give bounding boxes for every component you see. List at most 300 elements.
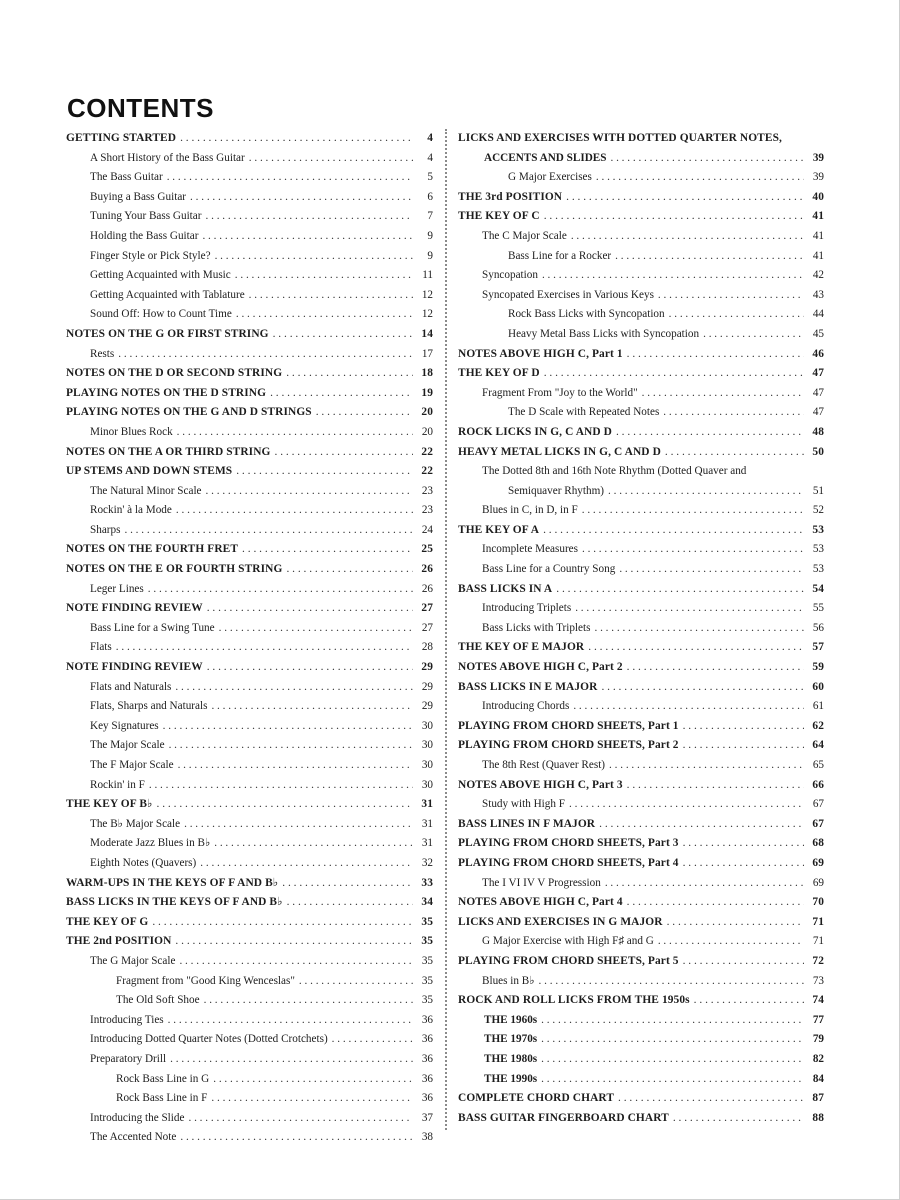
dot-leader xyxy=(177,423,413,443)
dot-leader xyxy=(175,932,413,952)
toc-entry xyxy=(66,129,433,149)
toc-entry-title: Bass Line for a Country Song xyxy=(482,563,616,576)
toc-entry-page: 11 xyxy=(422,269,433,282)
toc-entry-title: Sharps xyxy=(90,523,121,536)
toc-entry-page: 53 xyxy=(812,523,824,536)
toc-entry-title: The D Scale with Repeated Notes xyxy=(508,406,660,419)
toc-entry-title: PLAYING FROM CHORD SHEETS, Part 5 xyxy=(458,954,679,967)
toc-entry xyxy=(458,1070,824,1090)
toc-entry-page: 35 xyxy=(421,954,433,967)
toc-entry xyxy=(458,462,824,482)
toc-entry xyxy=(66,736,433,756)
toc-entry-page: 47 xyxy=(812,367,824,380)
dot-leader xyxy=(316,403,413,423)
toc-entry-title: NOTES ABOVE HIGH C, Part 2 xyxy=(458,661,623,674)
toc-entry-page: 87 xyxy=(812,1092,824,1105)
toc-entry-title: BASS LICKS IN THE KEYS OF F AND B♭ xyxy=(66,896,283,909)
toc-entry-page: 47 xyxy=(812,406,824,419)
toc-entry-title: G Major Exercises xyxy=(508,171,592,184)
toc-entry-page: 55 xyxy=(812,602,824,615)
toc-entry-title: Introducing the Slide xyxy=(90,1111,185,1124)
toc-entry xyxy=(458,423,824,443)
dot-leader xyxy=(665,443,804,463)
dot-leader xyxy=(575,599,804,619)
toc-entry-page: 20 xyxy=(421,406,433,419)
toc-entry-page: 35 xyxy=(421,994,433,1007)
toc-entry-title: Semiquaver Rhythm) xyxy=(508,484,605,497)
toc-entry-title: The C Major Scale xyxy=(482,229,567,242)
dot-leader xyxy=(167,168,413,188)
dot-leader xyxy=(206,207,414,227)
toc-entry xyxy=(66,991,433,1011)
dot-leader xyxy=(615,247,804,267)
toc-entry-title: Rock Bass Line in F xyxy=(116,1092,208,1105)
toc-entry-page: 4 xyxy=(427,132,433,144)
toc-entry xyxy=(458,580,824,600)
dot-leader xyxy=(627,345,804,365)
toc-entry-title: PLAYING NOTES ON THE D STRING xyxy=(66,386,267,399)
dot-leader xyxy=(180,129,413,149)
toc-entry xyxy=(66,638,433,658)
toc-entry-page: 88 xyxy=(812,1111,824,1124)
toc-entry-title: Heavy Metal Bass Licks with Syncopation xyxy=(508,327,700,340)
toc-entry xyxy=(66,403,433,423)
toc-entry xyxy=(458,305,824,325)
toc-entry-page: 70 xyxy=(812,896,824,909)
toc-entry-page: 67 xyxy=(812,817,824,830)
toc-entry-title: Buying a Bass Guitar xyxy=(90,190,187,203)
toc-entry xyxy=(66,717,433,737)
dot-leader xyxy=(594,619,804,639)
toc-entry-page: 18 xyxy=(421,367,433,380)
dot-leader xyxy=(618,1089,804,1109)
toc-entry-title: Fragment From "Joy to the World" xyxy=(482,386,638,399)
toc-entry xyxy=(458,658,824,678)
toc-entry-title: Blues in B♭ xyxy=(482,974,535,987)
toc-entry xyxy=(66,854,433,874)
toc-entry-page: 43 xyxy=(812,288,824,301)
dot-leader xyxy=(588,638,804,658)
column-divider xyxy=(445,129,447,1130)
toc-entry-page: 4 xyxy=(427,151,433,164)
toc-entry-title: PLAYING FROM CHORD SHEETS, Part 1 xyxy=(458,719,679,732)
toc-entry-title: BASS LINES IN F MAJOR xyxy=(458,817,596,830)
toc-entry-title: ROCK LICKS IN G, C AND D xyxy=(458,425,612,438)
dot-leader xyxy=(207,599,413,619)
toc-entry-title: Leger Lines xyxy=(90,582,144,595)
dot-leader xyxy=(694,991,804,1011)
toc-entry-page: 71 xyxy=(812,935,824,948)
toc-entry-title: Introducing Chords xyxy=(482,700,570,713)
toc-entry xyxy=(66,482,433,502)
toc-entry xyxy=(66,149,433,169)
toc-entry-title: Rock Bass Licks with Syncopation xyxy=(508,308,665,321)
toc-entry-title: BASS GUITAR FINGERBOARD CHART xyxy=(458,1111,669,1124)
toc-entry-page: 57 xyxy=(812,641,824,654)
toc-entry-title: WARM-UPS IN THE KEYS OF F AND B♭ xyxy=(66,876,279,889)
toc-entry-page: 34 xyxy=(421,896,433,909)
toc-entry xyxy=(458,482,824,502)
toc-entry-title: THE KEY OF D xyxy=(458,367,540,380)
toc-entry-page: 66 xyxy=(812,778,824,791)
toc-entry xyxy=(66,227,433,247)
toc-entry xyxy=(458,403,824,423)
toc-entry-page: 36 xyxy=(421,1092,433,1105)
toc-entry-title: Study with High F xyxy=(482,798,565,811)
dot-leader xyxy=(669,305,804,325)
toc-entry-title: Bass Licks with Triplets xyxy=(482,621,591,634)
toc-entry-title: The Accented Note xyxy=(90,1131,177,1144)
toc-entry-page: 73 xyxy=(812,974,824,987)
dot-leader xyxy=(152,913,413,933)
toc-entry-title: PLAYING FROM CHORD SHEETS, Part 4 xyxy=(458,856,679,869)
toc-entry xyxy=(458,776,824,796)
dot-leader xyxy=(683,952,804,972)
dot-leader xyxy=(116,638,413,658)
toc-entry-page: 30 xyxy=(421,719,433,732)
toc-entry-page: 17 xyxy=(421,347,433,360)
dot-leader xyxy=(608,482,804,502)
toc-entry-title: NOTE FINDING REVIEW xyxy=(66,661,203,674)
toc-entry xyxy=(66,1128,433,1148)
toc-entry-page: 79 xyxy=(812,1033,824,1046)
dot-leader xyxy=(573,697,804,717)
toc-entry-title: THE 1970s xyxy=(484,1033,538,1046)
toc-entry-page: 30 xyxy=(421,759,433,771)
dot-leader xyxy=(542,266,804,286)
toc-entry-title: Flats and Naturals xyxy=(90,680,172,693)
toc-entry-page: 51 xyxy=(812,484,824,497)
toc-entry-title: Rock Bass Line in G xyxy=(116,1072,210,1085)
dot-leader xyxy=(175,678,413,698)
toc-entry xyxy=(66,1050,433,1070)
toc-entry-title: THE 2nd POSITION xyxy=(66,935,172,948)
toc-entry xyxy=(66,932,433,952)
toc-entry-page: 41 xyxy=(812,249,824,262)
toc-entry-page: 35 xyxy=(421,974,433,987)
toc-entry-title: THE KEY OF B♭ xyxy=(66,798,153,811)
toc-entry xyxy=(66,247,433,267)
toc-entry xyxy=(66,168,433,188)
toc-entry-page: 5 xyxy=(427,171,433,184)
dot-leader xyxy=(667,913,804,933)
toc-entry-page: 39 xyxy=(812,151,824,164)
dot-leader xyxy=(286,560,413,580)
dot-leader xyxy=(242,540,413,560)
toc-entry-page: 22 xyxy=(421,445,433,458)
toc-entry-page: 48 xyxy=(812,425,824,438)
dot-leader xyxy=(663,403,804,423)
toc-entry-title: THE 1990s xyxy=(484,1072,538,1085)
toc-entry-title: LICKS AND EXERCISES IN G MAJOR xyxy=(458,915,663,928)
toc-entry-page: 38 xyxy=(421,1131,433,1144)
toc-entry-title: Flats, Sharps and Naturals xyxy=(90,700,208,713)
toc-entry xyxy=(458,501,824,521)
toc-entry xyxy=(66,266,433,286)
toc-entry xyxy=(458,756,824,776)
toc-entry-page: 53 xyxy=(812,563,824,576)
toc-entry xyxy=(66,874,433,894)
toc-entry xyxy=(66,599,433,619)
dot-leader xyxy=(168,1011,413,1031)
toc-entry xyxy=(458,893,824,913)
toc-entry xyxy=(66,345,433,365)
toc-entry xyxy=(66,580,433,600)
dot-leader xyxy=(249,286,413,306)
toc-entry xyxy=(458,717,824,737)
toc-entry xyxy=(458,854,824,874)
toc-entry xyxy=(66,795,433,815)
toc-entry xyxy=(458,952,824,972)
toc-entry xyxy=(458,1050,824,1070)
toc-entry xyxy=(66,384,433,404)
toc-entry xyxy=(458,972,824,992)
toc-entry xyxy=(66,815,433,835)
dot-leader xyxy=(566,188,804,208)
dot-leader xyxy=(299,972,413,992)
toc-entry xyxy=(66,540,433,560)
toc-entry-title: NOTES ABOVE HIGH C, Part 3 xyxy=(458,778,623,791)
toc-entry-title: Moderate Jazz Blues in B♭ xyxy=(90,837,211,850)
dot-leader xyxy=(211,1089,413,1109)
toc-entry xyxy=(66,678,433,698)
toc-entry-title: THE KEY OF G xyxy=(66,915,149,928)
dot-leader xyxy=(273,325,413,345)
dot-leader xyxy=(184,815,413,835)
dot-leader xyxy=(178,756,413,776)
toc-entry-title: Holding the Bass Guitar xyxy=(90,229,199,242)
toc-entry-page: 36 xyxy=(421,1013,433,1026)
toc-entry-page: 29 xyxy=(421,700,433,713)
toc-entry-title: THE 3rd POSITION xyxy=(458,190,563,203)
toc-entry xyxy=(66,658,433,678)
dot-leader xyxy=(170,1050,413,1070)
toc-entry-title: The I VI IV V Progression xyxy=(482,876,601,889)
toc-entry-title: The Old Soft Shoe xyxy=(116,994,200,1007)
toc-entry-page: 31 xyxy=(421,837,433,850)
dot-leader xyxy=(539,972,804,992)
toc-entry-page: 61 xyxy=(812,700,824,713)
toc-entry xyxy=(458,932,824,952)
dot-leader xyxy=(683,834,804,854)
toc-entry-title: The G Major Scale xyxy=(90,954,176,967)
toc-entry-page: 9 xyxy=(427,249,433,262)
toc-entry xyxy=(458,913,824,933)
toc-entry-title: HEAVY METAL LICKS IN G, C AND D xyxy=(458,445,661,458)
toc-entry-title: BASS LICKS IN E MAJOR xyxy=(458,680,598,693)
dot-leader xyxy=(207,658,413,678)
dot-leader xyxy=(683,854,804,874)
toc-entry-title: THE 1980s xyxy=(484,1052,538,1065)
toc-entry xyxy=(66,893,433,913)
toc-entry xyxy=(66,619,433,639)
toc-entry-title: Getting Acquainted with Tablature xyxy=(90,288,245,301)
toc-entry-title: NOTES ON THE D OR SECOND STRING xyxy=(66,367,283,380)
toc-entry-page: 12 xyxy=(421,288,433,301)
toc-entry-title: Preparatory Drill xyxy=(90,1052,167,1065)
toc-entry-page: 59 xyxy=(812,661,824,674)
toc-entry-page: 30 xyxy=(421,739,433,752)
toc-entry-title: PLAYING FROM CHORD SHEETS, Part 3 xyxy=(458,837,679,850)
dot-leader xyxy=(683,717,804,737)
toc-entry-page: 64 xyxy=(812,739,824,752)
toc-entry-page: 62 xyxy=(812,719,824,732)
toc-entry-page: 29 xyxy=(421,680,433,693)
toc-entry-page: 69 xyxy=(812,876,824,889)
dot-leader xyxy=(541,1011,804,1031)
toc-entry-title: Syncopation xyxy=(482,269,538,282)
dot-leader xyxy=(627,658,804,678)
toc-entry-page: 36 xyxy=(421,1052,433,1065)
toc-entry xyxy=(66,443,433,463)
toc-entry-page: 84 xyxy=(812,1072,824,1085)
toc-entry xyxy=(458,325,824,345)
toc-entry-page: 40 xyxy=(812,190,824,203)
toc-entry xyxy=(66,756,433,776)
toc-entry-page: 37 xyxy=(421,1111,433,1124)
dot-leader xyxy=(543,521,804,541)
toc-entry-title: THE KEY OF A xyxy=(458,523,540,536)
dot-leader xyxy=(619,560,804,580)
toc-entry-page: 31 xyxy=(421,798,433,811)
toc-entry-title: Rockin' in F xyxy=(90,778,145,791)
dot-leader xyxy=(235,266,413,286)
dot-leader xyxy=(282,874,413,894)
toc-entry-page: 23 xyxy=(421,504,433,517)
toc-entry xyxy=(66,560,433,580)
toc-entry-title: G Major Exercise with High F♯ and G xyxy=(482,935,654,948)
toc-entry-title: ACCENTS AND SLIDES xyxy=(484,151,607,164)
toc-entry-title: THE KEY OF C xyxy=(458,210,540,223)
toc-entry-page: 53 xyxy=(812,543,824,556)
toc-entry-title: Flats xyxy=(90,641,112,654)
toc-entry xyxy=(458,345,824,365)
toc-entry-page: 29 xyxy=(421,661,433,674)
toc-entry-title: COMPLETE CHORD CHART xyxy=(458,1092,615,1105)
dot-leader xyxy=(249,149,413,169)
dot-leader xyxy=(658,932,804,952)
toc-entry-page: 69 xyxy=(812,856,824,869)
toc-entry xyxy=(458,834,824,854)
dot-leader xyxy=(176,501,413,521)
dot-leader xyxy=(211,697,413,717)
toc-entry-page: 9 xyxy=(427,229,433,242)
toc-entry-page: 47 xyxy=(812,386,824,399)
toc-entry xyxy=(66,776,433,796)
toc-entry-title: PLAYING FROM CHORD SHEETS, Part 2 xyxy=(458,739,679,752)
toc-entry-title: Finger Style or Pick Style? xyxy=(90,249,211,262)
dot-leader xyxy=(157,795,413,815)
dot-leader xyxy=(200,854,413,874)
toc-entry-page: 35 xyxy=(421,935,433,948)
toc-entry-page: 60 xyxy=(812,680,824,693)
toc-entry-page: 27 xyxy=(421,602,433,615)
toc-entry-page: 32 xyxy=(421,856,433,869)
toc-entry-page: 36 xyxy=(421,1072,433,1085)
toc-entry-page: 30 xyxy=(421,778,433,791)
dot-leader xyxy=(219,619,413,639)
toc-entry xyxy=(66,305,433,325)
dot-leader xyxy=(609,756,804,776)
toc-entry-title: LICKS AND EXERCISES WITH DOTTED QUARTER NOTES, xyxy=(458,132,782,144)
toc-entry xyxy=(66,501,433,521)
toc-entry-title: UP STEMS AND DOWN STEMS xyxy=(66,465,233,478)
toc-entry xyxy=(458,874,824,894)
toc-entry xyxy=(458,521,824,541)
toc-left-column xyxy=(66,129,433,1148)
toc-entry-title: The 8th Rest (Quaver Rest) xyxy=(482,759,606,771)
toc-entry-title: NOTES ABOVE HIGH C, Part 4 xyxy=(458,896,623,909)
toc-entry-title: BASS LICKS IN A xyxy=(458,582,553,595)
toc-entry-title: The Bass Guitar xyxy=(90,171,163,184)
dot-leader xyxy=(627,776,804,796)
toc-entry-title: Syncopated Exercises in Various Keys xyxy=(482,288,654,301)
toc-entry-page: 68 xyxy=(812,837,824,850)
toc-entry-title: NOTE FINDING REVIEW xyxy=(66,602,203,615)
toc-entry xyxy=(458,540,824,560)
toc-entry-title: Introducing Ties xyxy=(90,1013,164,1026)
toc-entry-title: Bass Line for a Rocker xyxy=(508,249,612,262)
toc-entry xyxy=(458,266,824,286)
toc-entry-page: 14 xyxy=(421,327,433,340)
toc-entry xyxy=(66,286,433,306)
toc-entry xyxy=(458,443,824,463)
dot-leader xyxy=(275,443,413,463)
toc-entry xyxy=(458,1011,824,1031)
toc-entry-title: The Major Scale xyxy=(90,739,165,752)
toc-entry-page: 25 xyxy=(421,543,433,556)
toc-entry xyxy=(66,834,433,854)
toc-entry-title: NOTES ON THE FOURTH FRET xyxy=(66,543,239,556)
toc-entry-page: 24 xyxy=(421,523,433,536)
dot-leader xyxy=(236,462,413,482)
dot-leader xyxy=(544,207,804,227)
toc-entry xyxy=(458,991,824,1011)
toc-entry xyxy=(66,325,433,345)
dot-leader xyxy=(627,893,804,913)
toc-entry-title: NOTES ON THE A OR THIRD STRING xyxy=(66,445,271,458)
toc-entry-page: 6 xyxy=(427,190,433,203)
toc-entry xyxy=(458,638,824,658)
dot-leader xyxy=(616,423,804,443)
toc-entry xyxy=(458,815,824,835)
toc-entry-page: 54 xyxy=(812,582,824,595)
toc-entry xyxy=(66,1030,433,1050)
toc-entry-title: Eighth Notes (Quavers) xyxy=(90,856,197,869)
toc-entry-title: GETTING STARTED xyxy=(66,132,177,144)
dot-leader xyxy=(190,188,413,208)
dot-leader xyxy=(215,247,413,267)
toc-entry-page: 45 xyxy=(812,327,824,340)
toc-entry-title: Minor Blues Rock xyxy=(90,425,173,438)
toc-entry-title: Sound Off: How to Count Time xyxy=(90,308,232,321)
toc-entry-title: Incomplete Measures xyxy=(482,543,578,556)
toc-entry xyxy=(458,678,824,698)
toc-entry xyxy=(458,599,824,619)
toc-entry-title: NOTES ABOVE HIGH C, Part 1 xyxy=(458,347,623,360)
dot-leader xyxy=(286,364,413,384)
dot-leader xyxy=(658,286,804,306)
toc-entry-page: 44 xyxy=(812,308,824,321)
toc-entry-title: Blues in C, in D, in F xyxy=(482,504,578,517)
toc-entry-page: 56 xyxy=(812,621,824,634)
toc-entry-title: ROCK AND ROLL LICKS FROM THE 1950s xyxy=(458,994,690,1007)
dot-leader xyxy=(596,168,804,188)
toc-entry-page: 26 xyxy=(421,582,433,595)
toc-entry-page: 33 xyxy=(421,876,433,889)
toc-entry xyxy=(66,462,433,482)
toc-entry xyxy=(458,188,824,208)
